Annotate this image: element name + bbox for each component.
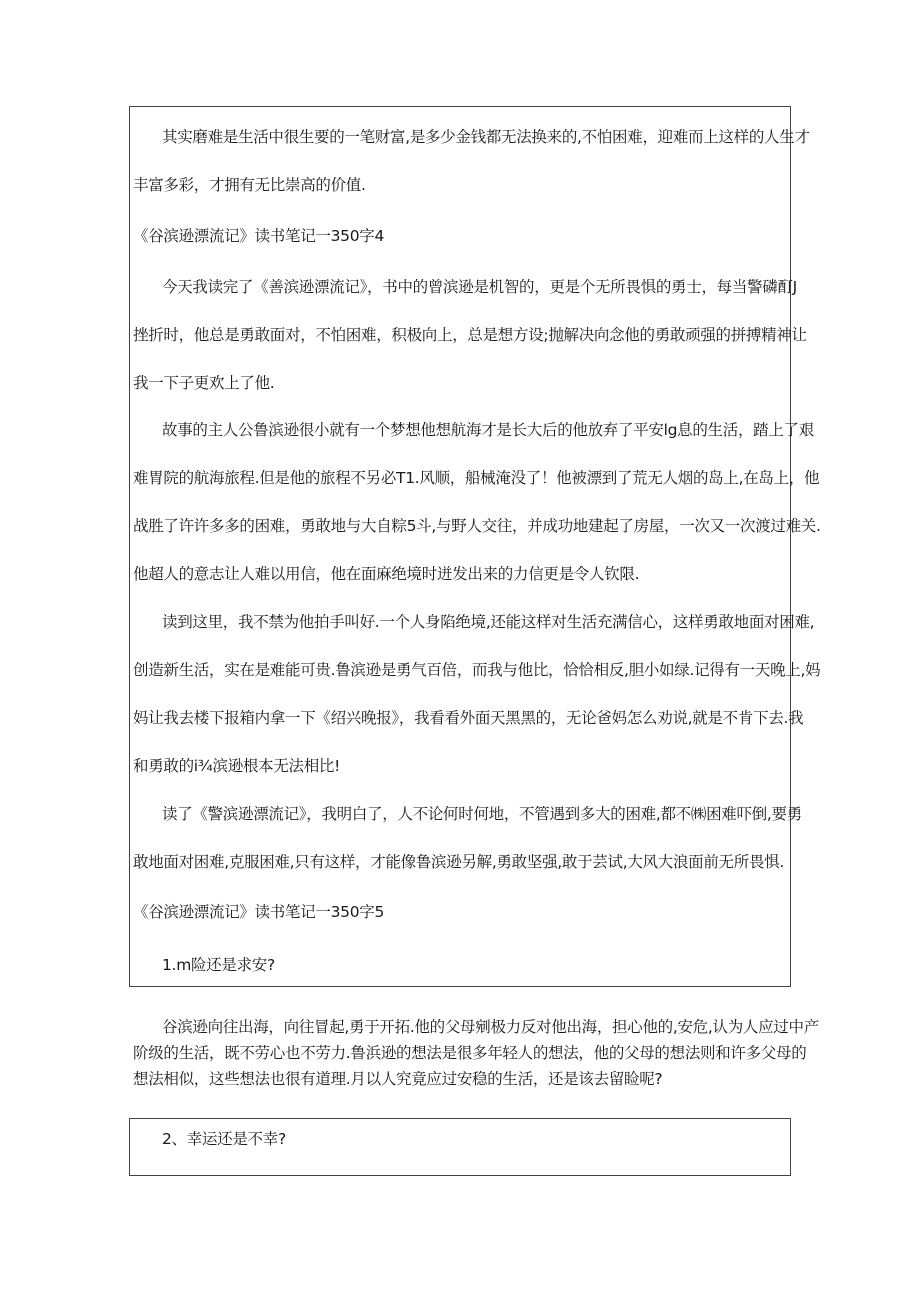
paragraph-line: 读到这里，我不禁为他拍手叫好.一个人身陷绝境,还能这样对生活充满信心，这样勇敢地面对困难, <box>162 613 815 631</box>
paragraph-line: 创造新生活，实在是难能可贵.鲁滨逊是勇气百倍，而我与他比，恰恰相反,胆小如绿.记得有一天晚上,妈 <box>133 661 821 679</box>
paragraph-line: 今天我读完了《善滨逊漂流记》，书中的曾滨逊是机智的，更是个无所畏惧的勇士，每当警磷酊J <box>162 278 797 296</box>
paragraph-line: 妈让我去楼下报箱内拿一下《绍兴晚报》，我看看外面天黑黑的，无论爸妈怎么劝说,就是不肯下去.我 <box>133 709 804 727</box>
paragraph-line: 其实磨难是生活中很生要的一笔财富,是多少金钱都无法换来的,不怕困难，迎难而上这样的人生才 <box>162 128 810 146</box>
section-heading: 《谷滨逊漂流记》读书笔记一350字4 <box>133 227 385 245</box>
paragraph-line: 故事的主人公鲁滨逊很小就有一个梦想他想航海才是长大后的他放弃了平安lg息的生活，踏上了艰 <box>162 421 814 439</box>
paragraph-line: 敢地面对困难,克服困难,只有这样，才能像鲁滨逊另解,勇敢坚强,敢于芸试,大风大浪面前无所畏惧. <box>133 853 784 871</box>
paragraph-line: 和勇敢的i¾滨逊根本无法相比! <box>133 757 341 775</box>
question-heading: 2、幸运还是不幸? <box>162 1130 286 1148</box>
paragraph-line: 他超人的意志让人难以用信，他在面麻绝境时迸发出来的力信更是令人钦限. <box>133 565 640 583</box>
question-heading: 1.m险还是求安? <box>162 956 275 974</box>
paragraph-line: 丰富多彩，才拥有无比崇高的价值. <box>133 176 366 194</box>
paragraph-line: 战胜了许许多多的困难，勇敢地与大自粽5斗,与野人交往，并成功地建起了房屋，一次又一次渡过难关. <box>133 517 821 535</box>
section-heading: 《谷滨逊漂流记》读书笔记一350字5 <box>133 903 385 921</box>
paragraph-line: 我一下子更欢上了他. <box>133 374 275 392</box>
paragraph-line: 难胃院的航海旅程.但是他的旅程不另必T1.风顺，船械淹没了！他被漂到了荒无人烟的岛上,在岛上，他 <box>133 469 820 487</box>
paragraph-line: 想法相似，这些想法也很有道理.月以人究竟应过安稳的生活，还是该去留睑呢? <box>133 1070 663 1088</box>
paragraph-line: 读了《警滨逊漂流记》，我明白了，人不论何时何地，不管遇到多大的困难,都不㈱困难吓倒,要勇 <box>162 805 802 823</box>
paragraph-line: 阶级的生活，既不劳心也不劳力.鲁浜逊的想法是很多年轻人的想法，他的父母的想法则和许多父母的 <box>133 1044 807 1062</box>
paragraph-line: 谷滨逊向往出海，向往冒起,勇于开拓.他的父母剜极力反对他出海，担心他的,安危,认为人应过中产 <box>162 1018 819 1036</box>
paragraph-line: 挫折时，他总是勇敢面对，不怕困难，积极向上，总是想方设;抛解决向念他的勇敢顽强的拼搏精神让 <box>133 326 807 344</box>
